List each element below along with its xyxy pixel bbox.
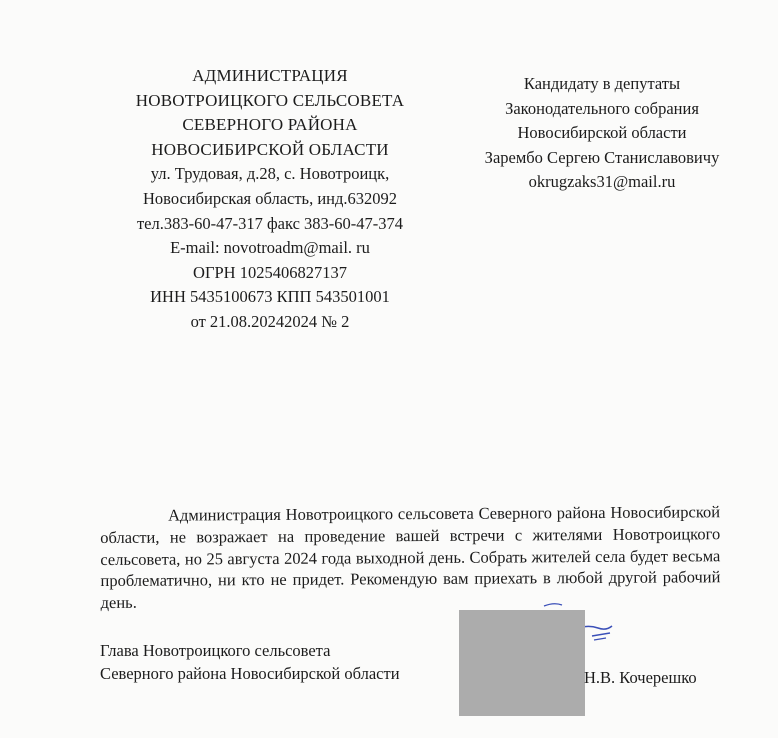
letter-body-paragraph: Администрация Новотроицкого сельсовета Северного района Новосибирской области, не возражает на проведение вашей встречи с жителями Новотроицкого сельсовета, но 25 августа 2024 года выходной день. Собрать жителей села будет весьма проблематично, ни кто не придет. Рекомендую вам приехать в любой другой рабочий день. [100, 501, 721, 612]
signatory-title [100, 640, 400, 685]
recipient-block [452, 72, 752, 195]
signatory-title-line2: Северного района Новосибирской области [100, 663, 400, 683]
sender-email: E-mail: novotroadm@mail. ru [170, 238, 370, 258]
sender-date-number: от 21.08.20242024 № 2 [190, 311, 350, 331]
sender-org-line: СЕВЕРНОГО РАЙОНА [182, 115, 358, 135]
signature-redaction-box [459, 610, 585, 716]
signatory-name: Н.В. Кочерешко [584, 668, 697, 687]
recipient-line: Законодательного собрания [505, 98, 699, 118]
sender-ogrn: ОГРН 1025406827137 [193, 262, 347, 282]
signatory-title-line1: Глава Новотроицкого сельсовета [100, 641, 331, 660]
sender-phone-fax: тел.383-60-47-317 факс 383-60-47-374 [136, 213, 404, 233]
sender-letterhead [108, 64, 432, 335]
sender-org-line: АДМИНИСТРАЦИЯ [192, 66, 348, 85]
sender-inn-kpp: ИНН 5435100673 КПП 543501001 [150, 287, 390, 307]
sender-org-line: НОВОТРОИЦКОГО СЕЛЬСОВЕТА [135, 90, 405, 110]
recipient-line: Кандидату в депутаты [523, 74, 681, 93]
sender-org-line: НОВОСИБИРСКОЙ ОБЛАСТИ [151, 139, 389, 159]
recipient-email: okrugzaks31@mail.ru [528, 172, 676, 192]
sender-address-line1: ул. Трудовая, д.28, с. Новотроицк, [150, 164, 390, 184]
recipient-line: Зарембо Сергею Станиславовичу [484, 147, 720, 167]
sender-address-line2: Новосибирская область, инд.632092 [142, 188, 398, 208]
recipient-line: Новосибирской области [517, 123, 687, 143]
